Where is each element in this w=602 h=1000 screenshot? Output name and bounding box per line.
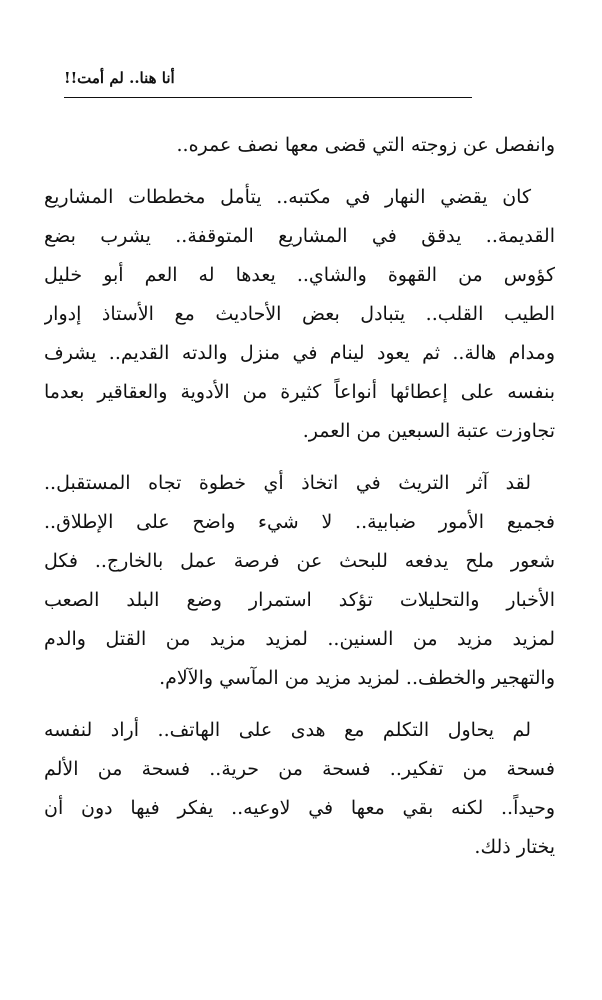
text-line: كان يقضي النهار في مكتبه.. يتأمل مخططات المشاريع	[44, 186, 531, 208]
text-line: والتهجير والخطف.. لمزيد مزيد من المآسي والآلام.	[159, 667, 555, 689]
text-line: لمزيد مزيد من السنين.. لمزيد مزيد من القتل والدم	[44, 628, 555, 650]
text-line: تجاوزت عتبة السبعين من العمر.	[302, 420, 555, 442]
text-line: وانفصل عن زوجته التي قضى معها نصف عمره..	[176, 134, 555, 156]
running-head-title: أنا هنا.. لم أمت!!	[64, 69, 175, 87]
text-line: فسحة من تفكير.. فسحة من حرية.. فسحة من الألم	[44, 758, 555, 780]
text-line: كؤوس من القهوة والشاي.. يعدها له العم أبو خليل	[44, 264, 555, 286]
text-line: وحيداً.. لكنه بقي معها في لاوعيه.. يفكر فيها دون أن	[44, 797, 555, 819]
text-line: الأخبار والتحليلات تؤكد استمرار وضع البلد الصعب	[44, 589, 555, 611]
text-line: شعور ملح يدفعه للبحث عن فرصة عمل بالخارج.. فكل	[44, 550, 555, 572]
paragraph-gap	[44, 698, 555, 711]
text-line: يختار ذلك.	[474, 836, 555, 858]
paragraph-gap	[44, 165, 555, 178]
text-line: ومدام هالة.. ثم يعود لينام في منزل والدته القديم.. يشرف	[44, 342, 555, 364]
paragraph-gap	[44, 451, 555, 464]
header-rule	[64, 97, 472, 98]
body-text	[44, 126, 555, 867]
text-line: بنفسه على إعطائها أنواعاً كثيرة من الأدوية والعقاقير بعدما	[44, 381, 555, 403]
text-line: فجميع الأمور ضبابية.. لا شيء واضح على الإطلاق..	[44, 511, 555, 533]
text-line: لقد آثر التريث في اتخاذ أي خطوة تجاه المستقبل..	[44, 472, 531, 494]
text-line: لم يحاول التكلم مع هدى على الهاتف.. أراد لنفسه	[44, 719, 531, 741]
text-line: القديمة.. يدقق في المشاريع المتوقفة.. يشرب بضع	[44, 225, 555, 247]
text-line: الطيب القلب.. يتبادل بعض الأحاديث مع الأستاذ إدوار	[44, 303, 555, 325]
